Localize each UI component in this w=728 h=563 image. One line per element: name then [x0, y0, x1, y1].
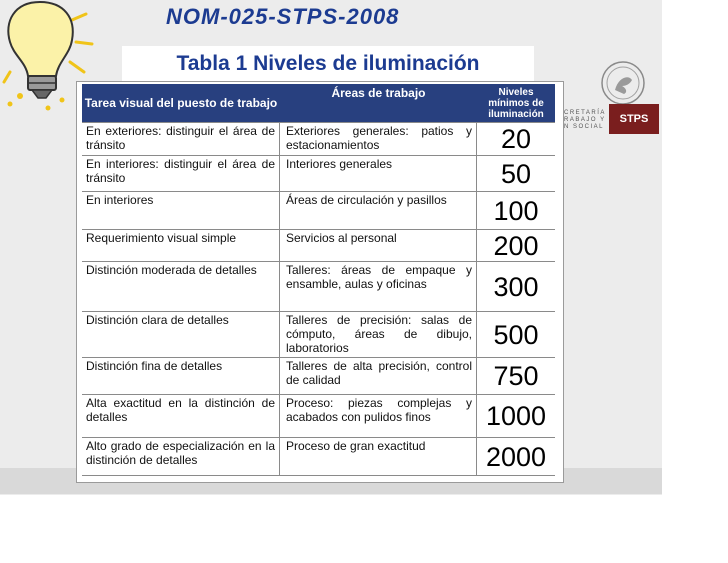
table-row	[82, 192, 555, 230]
cell-task: Alta exactitud en la distinción de detalles	[82, 395, 280, 437]
table-header	[82, 84, 555, 122]
cell-task: En exteriores: distinguir el área de tránsito	[82, 123, 280, 155]
cell-task: En interiores	[82, 192, 280, 229]
table-row	[82, 438, 555, 476]
stps-badge: STPS	[609, 104, 659, 134]
cell-level: 20	[500, 124, 532, 154]
header-level: Niveles mínimos de iluminación	[488, 86, 544, 120]
cell-level: 50	[500, 158, 532, 189]
table-row	[82, 262, 555, 312]
cell-level: 2000	[485, 441, 547, 472]
cell-level: 100	[493, 195, 539, 226]
cell-task: Distinción moderada de detalles	[82, 262, 280, 311]
cell-area: Interiores generales	[282, 156, 477, 191]
table-row	[82, 122, 555, 156]
cell-area: Proceso de gran exactitud	[282, 438, 477, 475]
cell-task: Distinción clara de detalles	[82, 312, 280, 357]
table-body	[82, 122, 555, 476]
table-row	[82, 358, 555, 395]
cell-task: En interiores: distinguir el área de tránsito	[82, 156, 280, 191]
cell-area: Servicios al personal	[282, 230, 477, 261]
table-row	[82, 230, 555, 262]
illumination-table	[76, 81, 564, 483]
document-title: NOM-025-STPS-2008	[166, 4, 400, 29]
cell-level: 500	[493, 319, 539, 350]
cell-level: 1000	[485, 401, 547, 431]
cell-level: 300	[493, 271, 539, 302]
cell-area: Exteriores generales: patios y estacionamientos	[282, 123, 477, 155]
table-row	[82, 395, 555, 438]
cell-task: Requerimiento visual simple	[82, 230, 280, 261]
table-row	[82, 156, 555, 192]
cell-task: Alto grado de especialización en la distinción de detalles	[82, 438, 280, 475]
header-area: Áreas de trabajo	[331, 86, 426, 100]
cell-area: Talleres de precisión: salas de cómputo, áreas de dibujo, laboratorios	[282, 312, 477, 357]
cell-area: Talleres: áreas de empaque y ensamble, aulas y oficinas	[282, 262, 477, 311]
cell-level: 750	[493, 361, 539, 391]
cell-area: Proceso: piezas complejas y acabados con pulidos finos	[282, 395, 477, 437]
cell-task: Distinción fina de detalles	[82, 358, 280, 394]
secretaria-text: CRETARÍA RABAJO Y N SOCIAL	[564, 110, 606, 130]
cell-area: Áreas de circulación y pasillos	[282, 192, 477, 229]
table-row	[82, 312, 555, 358]
cell-level: 200	[493, 230, 539, 261]
cell-area: Talleres de alta precisión, control de calidad	[282, 358, 477, 394]
header-task: Tarea visual del puesto de trabajo	[84, 96, 278, 110]
table-title: Tabla 1 Niveles de iluminación	[122, 46, 534, 82]
government-seal-icon	[600, 60, 646, 106]
